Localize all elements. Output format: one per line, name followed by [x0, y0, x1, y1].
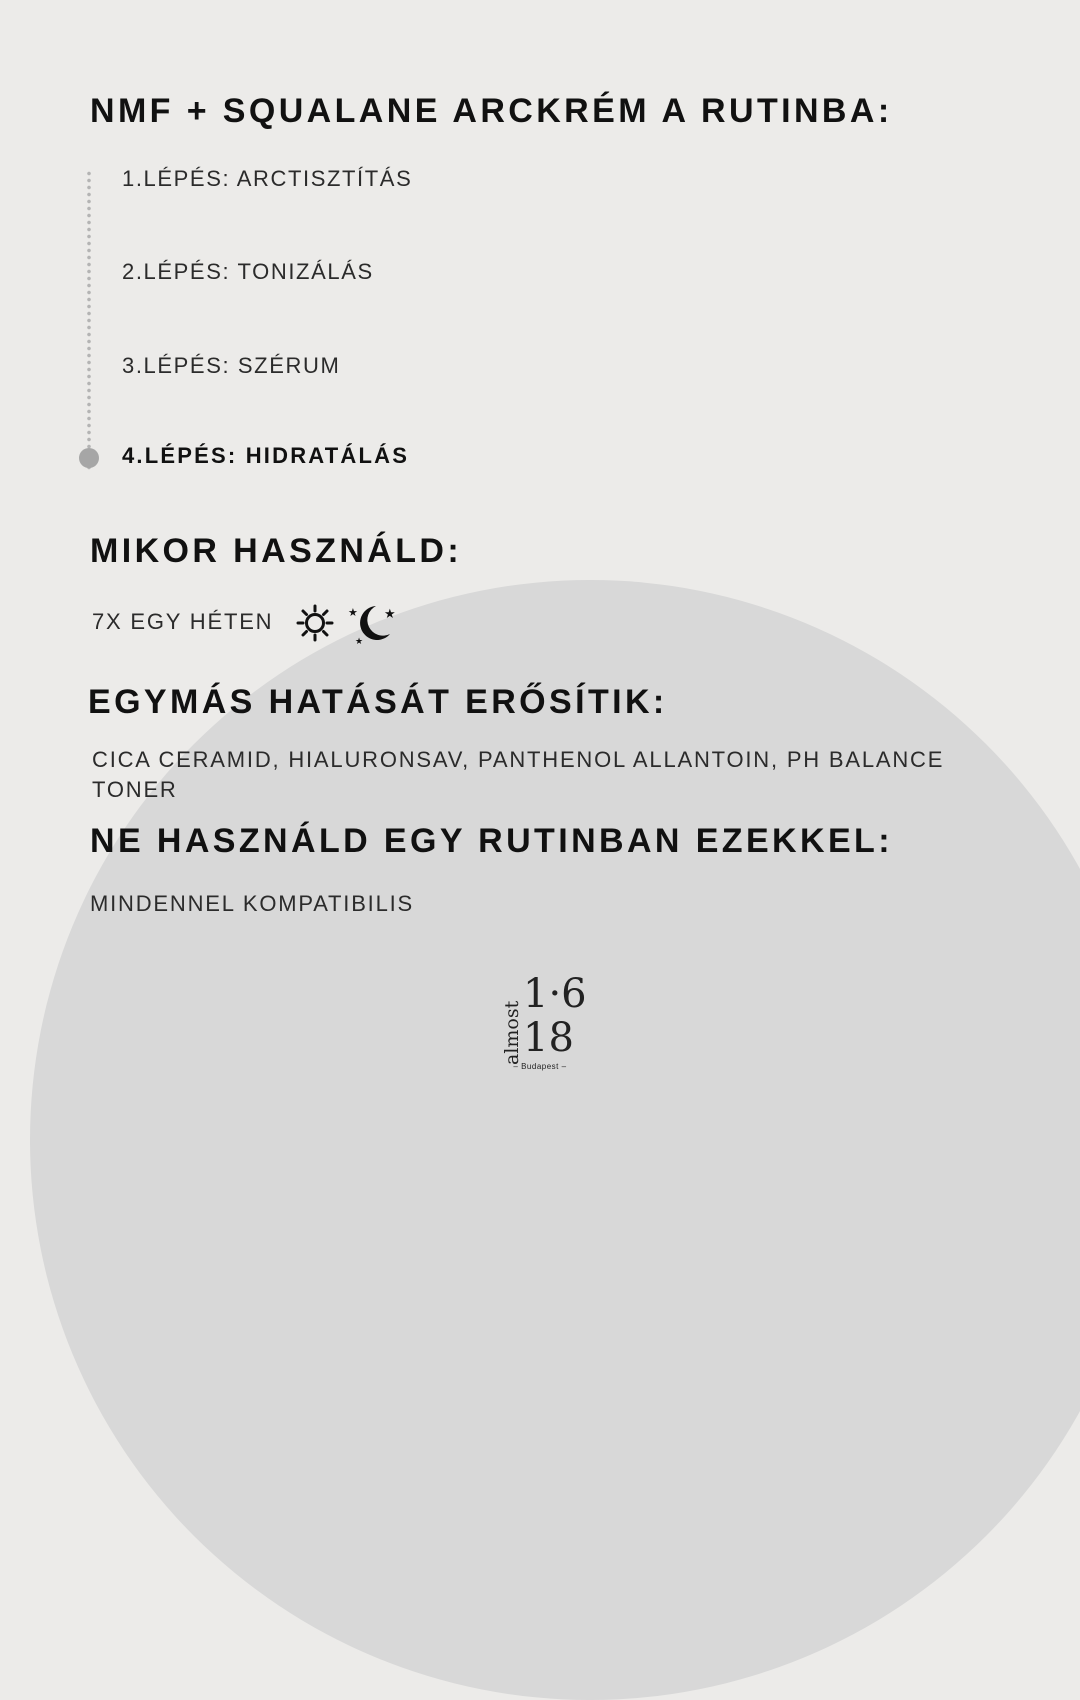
boost-text: CICA CERAMID, HIALURONSAV, PANTHENOL ALLANTOIN, PH BALANCE TONER: [92, 747, 945, 802]
timeline-line: [87, 170, 91, 470]
when-heading: MIKOR HASZNÁLD:: [90, 532, 463, 570]
boost-heading: EGYMÁS HATÁSÁT ERŐSÍTIK:: [88, 683, 668, 721]
step-4-active: 4.LÉPÉS: HIDRATÁLÁS: [122, 443, 410, 468]
moon-stars-icon: [346, 602, 398, 646]
svg-text:★: ★: [355, 636, 364, 646]
avoid-heading: NE HASZNÁLD EGY RUTINBAN EZEKKEL:: [90, 822, 893, 860]
timeline-active-bullet: [79, 448, 99, 468]
step-1: 1.LÉPÉS: ARCTISZTÍTÁS: [122, 166, 413, 191]
logo-word: almost: [501, 1000, 523, 1065]
svg-text:★: ★: [348, 607, 358, 619]
logo-city: – Budapest –: [513, 1062, 567, 1071]
logo-line1: 1·6: [523, 971, 587, 1017]
svg-text:★: ★: [384, 606, 396, 621]
when-text: 7X EGY HÉTEN: [92, 609, 274, 634]
avoid-text: MINDENNEL KOMPATIBILIS: [90, 891, 415, 916]
page-title: NMF + SQUALANE ARCKRÉM A RUTINBA:: [90, 92, 893, 130]
step-2: 2.LÉPÉS: TONIZÁLÁS: [122, 259, 374, 284]
logo-line2: 18: [523, 1015, 574, 1061]
step-3: 3.LÉPÉS: SZÉRUM: [122, 353, 341, 378]
brand-logo: [495, 972, 585, 1072]
sun-icon: [295, 603, 335, 643]
